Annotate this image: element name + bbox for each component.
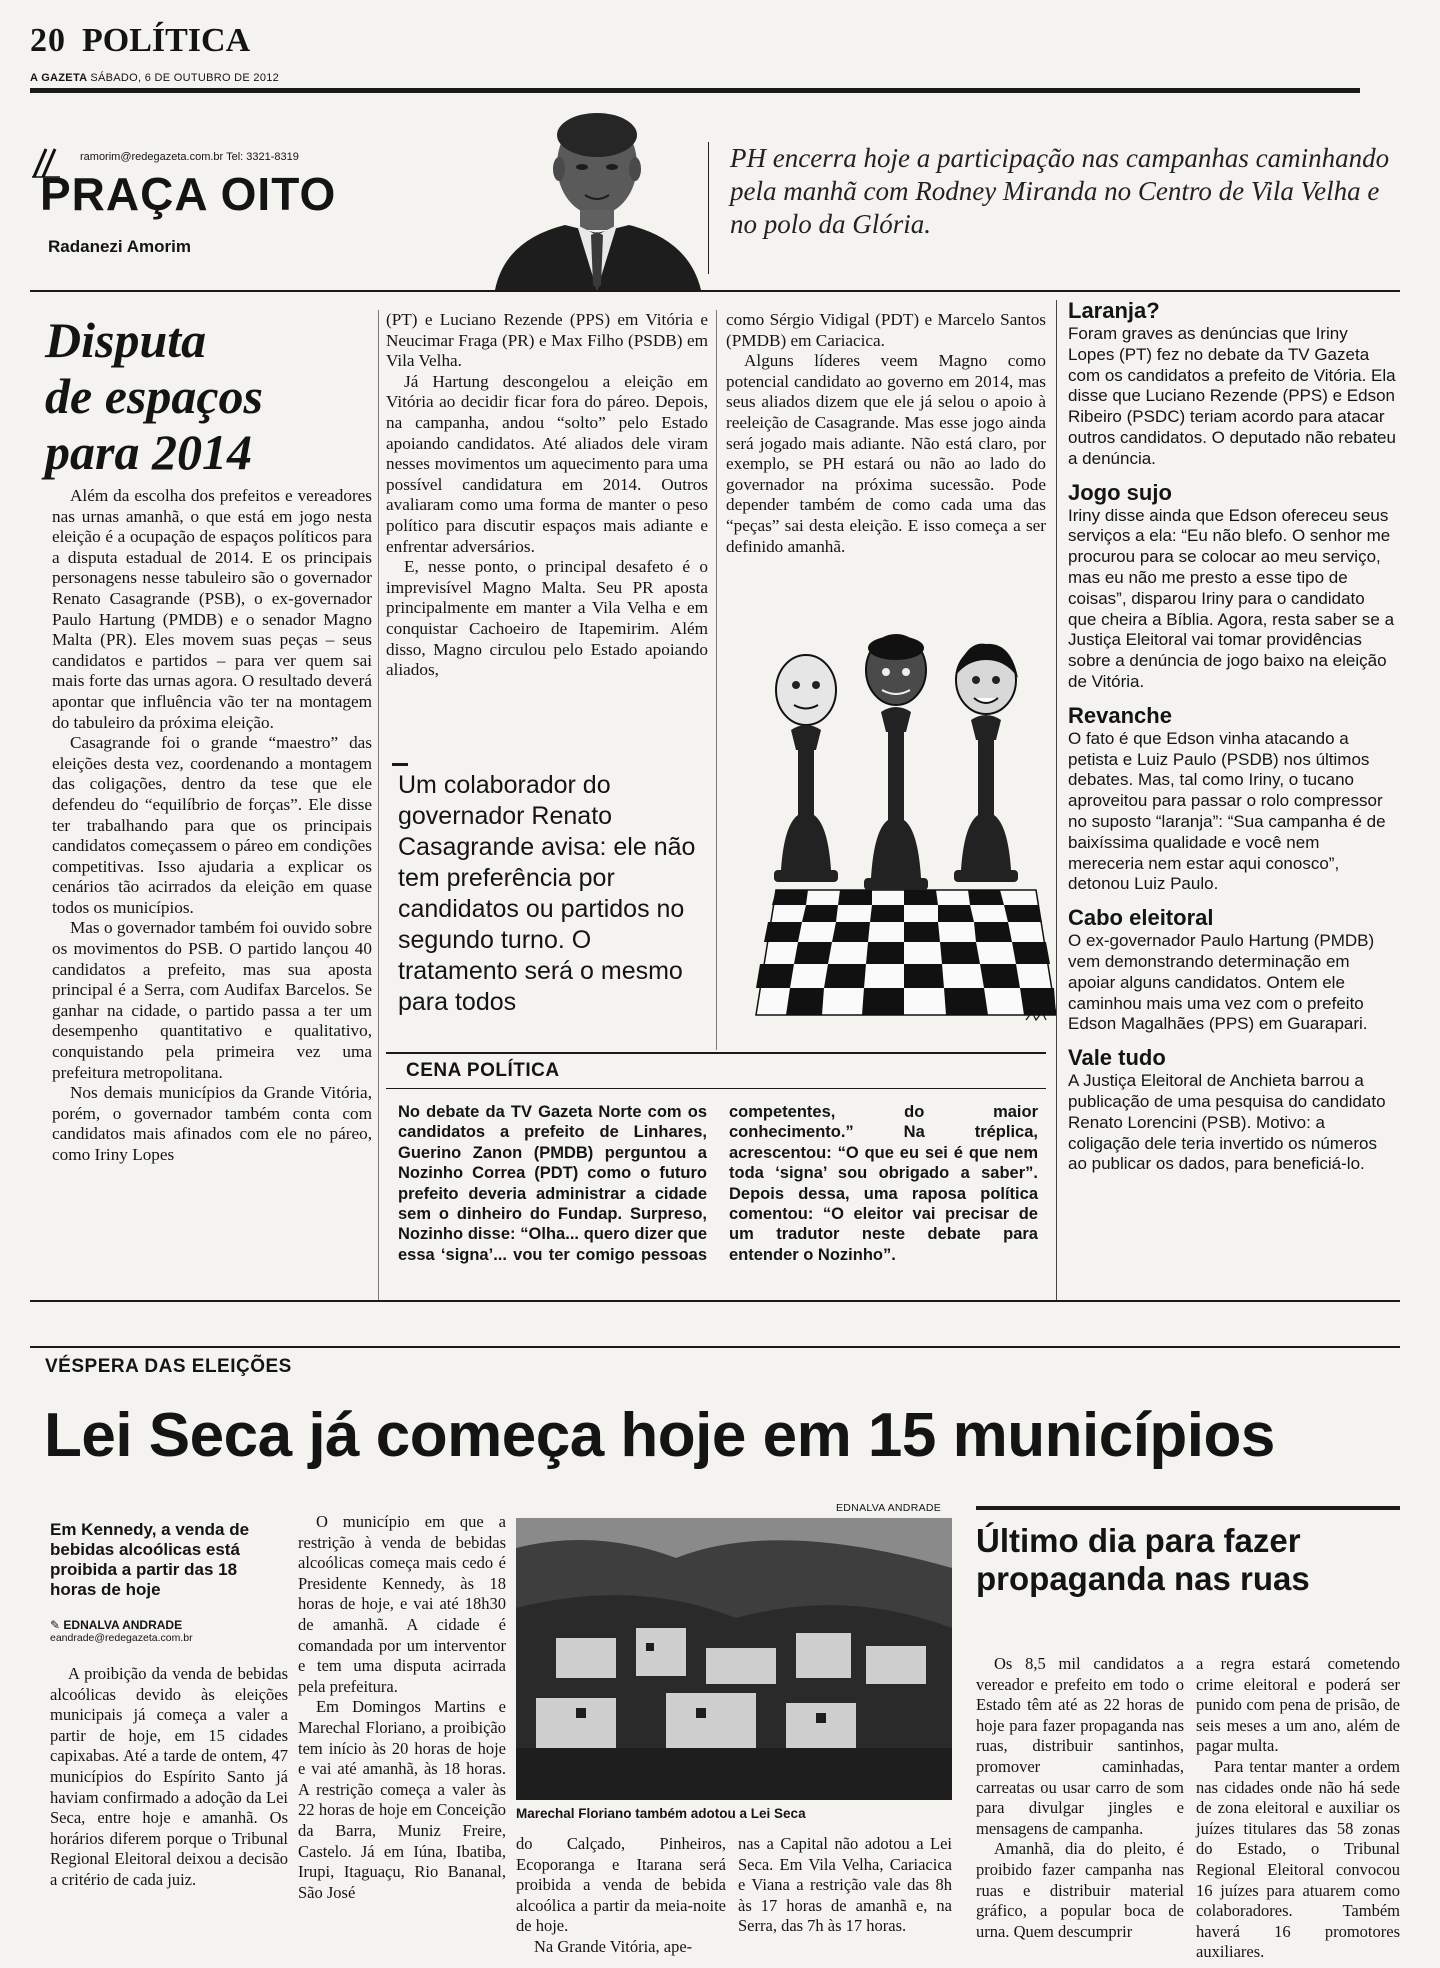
paragraph: O município em que a restrição à venda de bebidas alcoólicas começa mais cedo é Presidente Kennedy, às 18 horas de hoje, e vai até 18h30 de amanhã. A cidade é comandada por um interventor e tem uma disputa acirrada pela prefeitura.: [298, 1512, 506, 1696]
pull-quote: Um colaborador do governador Renato Casagrande avisa: ele não tem preferência por candidatos ou partidos no segundo turno. O tratamento será o mesmo para todos: [398, 771, 696, 1016]
note-title: Jogo sujo: [1068, 479, 1172, 505]
main-headline-line: Disputa: [45, 312, 207, 368]
pawn-center: [864, 635, 928, 890]
paragraph: (PT) e Luciano Rezende (PPS) em Vitória e Neucimar Fraga (PR) e Max Filho (PSDB) em Vila Velha.: [386, 310, 708, 371]
main-headline-line: de espaços: [45, 368, 263, 424]
pullquote-mark: [392, 763, 408, 766]
columnist-contact: ramorim@redegazeta.com.br Tel: 3321-8319: [80, 151, 299, 163]
page-header: [30, 20, 1420, 92]
paragraph: do Calçado, Pinheiros, Ecoporanga e Itarana será proibida a venda de bebida alcoólica a partir da meia-noite de hoje.: [516, 1834, 726, 1936]
masthead-bottom-rule: [30, 290, 1400, 292]
main-story-column-2: [386, 310, 708, 681]
paragraph: E, nesse ponto, o principal desafeto é o imprevisível Magno Malta. Seu PR aposta principalmente em manter a Vila Velha e em conquistar Cachoeiro de Itapemirim. Além disso, Magno circulou pelo Estado apoiando aliados,: [386, 557, 708, 680]
paragraph: Os 8,5 mil candidatos a vereador e prefeito em todo o Estado têm até as 22 horas de hoje para fazer propaganda nas ruas, distribuir santinhos, promover caminhadas, carreatas ou usar carro de som para divulgar jingles e mensagens de campanha.: [976, 1654, 1184, 1838]
main-story-column-3: [726, 310, 1046, 557]
note-cabo-eleitoral: [1068, 905, 1396, 1035]
columnist-photo: [465, 75, 725, 290]
note-title: Cabo eleitoral: [1068, 905, 1214, 931]
lei-seca-column-2: [298, 1512, 506, 1903]
note-text: O fato é que Edson vinha atacando a petista e Luiz Paulo (PSDB) nos últimos debates. Mas, tal como Iriny, o tucano aproveitou para passar o rolo compressor no suposto “laranja”: “Sua campanha é de baixíssima qualidade e você nem mereceria nem estar aqui conosco”, detonou Luiz Paulo.: [1068, 728, 1386, 894]
sidebar-divider: [1056, 300, 1057, 1300]
story-kicker: VÉSPERA DAS ELEIÇÕES: [45, 1356, 292, 1377]
note-text: Foram graves as denúncias que Iriny Lopes (PT) fez no debate da TV Gazeta com os candidatos a prefeito de Vitória. Ela disse que Luciano Rezende (PPS) e Edson Ribeiro (PSDC) teriam acordo para atacar outros candidatos. O deputado não rebateu a denúncia.: [1068, 324, 1396, 468]
note-jogo-sujo: [1068, 480, 1396, 693]
pawn-right: [954, 644, 1018, 882]
note-revanche: [1068, 703, 1396, 895]
note-text: A Justiça Eleitoral de Anchieta barrou a publicação de uma pesquisa do candidato Renato Lorencini (PSB). Motivo: a coligação dele teria invertido os números ao publicar os dados, para beneficiá-lo.: [1068, 1071, 1386, 1174]
lei-seca-column-1: [50, 1664, 288, 1891]
note-vale-tudo: [1068, 1045, 1396, 1175]
paragraph: como Sérgio Vidigal (PDT) e Marcelo Santos (PMDB) em Cariacica.: [726, 310, 1046, 350]
chess-caricature-illustration: [736, 620, 1056, 1040]
section-separator: [30, 1346, 1400, 1348]
lei-seca-column-4: [738, 1834, 952, 1937]
cena-top-rule: [386, 1052, 1046, 1054]
note-text: Iriny disse ainda que Edson ofereceu seus serviços a ela: “Eu não blefo. O senhor me procurou para se colocar ao meu serviço, mas eu não me presto a esse tipo de coisas”, disparou Iriny para o candidato que cheira a Bíblia. Agora, resta saber se a Justiça Eleitoral vai tomar providências sobre a denúncia de jogo baixo na eleição de Vitória.: [1068, 505, 1395, 691]
note-laranja: [1068, 298, 1396, 470]
byline-email: eandrade@redegazeta.com.br: [50, 1632, 193, 1644]
ultimo-dia-top-rule: [976, 1506, 1400, 1510]
paragraph: Na Grande Vitória, ape-: [534, 1936, 693, 1956]
paragraph: Já Hartung descongelou a eleição em Vitória ao decidir ficar fora do páreo. Depois, na campanha, andou “solto” pelo Estado apoiando candidatos. Até aliados dele viram nesses movimentos um aquecimento para uma possível candidatura em 2014. Outros avaliaram como uma forma de manter o peso político para discutir espaços mais adiante e enfrentar adversários.: [386, 371, 708, 556]
paragraph: nas a Capital não adotou a Lei Seca. Em Vila Velha, Cariacica e Viana a restrição vale das 8h às 17 horas de amanhã e, na Serra, das 7h às 17 horas.: [738, 1834, 952, 1936]
cena-politica-text: No debate da TV Gazeta Norte com os candidatos a prefeito de Linhares, Guerino Zanon (PMDB) perguntou a Nozinho Correa (PDT) como o futuro prefeito deveria administrar a cidade sem o dinheiro do Fundap. Surpreso, Nozinho disse: “Olha... quero dizer que essa ‘signa’... vou ter comigo pessoas competentes, do maior conhecimento.” Na tréplica, acrescentou: “O que eu sei é que nem toda ‘signa’ sou obrigado a saber”. Depois dessa, uma raposa política comentou: “O eleitor vai precisar de um tradutor neste debate para entender o Nozinho”.: [398, 1103, 1038, 1264]
paragraph: Além da escolha dos prefeitos e vereadores nas urnas amanhã, o que está em jogo nesta eleição é a ocupação de espaços políticos para a disputa estadual de 2014. E os principais personagens nesse tabuleiro são o governador Renato Casagrande (PSB), o ex-governador Paulo Hartung (PMDB) e o senador Magno Malta (PR). Eles movem suas peças – seus candidatos e partidos – para ver quem sai mais forte das urnas agora. O resultado deverá apontar que influência vão ter na montagem do tabuleiro da próxima eleição.: [52, 486, 372, 732]
publication-name: A GAZETA: [30, 72, 87, 84]
paragraph: A proibição da venda de bebidas alcoólicas devido às eleições municipais já começa a valer a partir de hoje, em 15 cidades capixabas. Até a tarde de ontem, 47 municípios do Espírito Santo já haviam confirmado a adoção da Lei Seca, entre hoje e amanhã. Os horários diferem porque o Tribunal Regional Eleitoral deixou a decisão a critério de cada juiz.: [50, 1664, 288, 1889]
pawn-left: [774, 655, 838, 882]
lei-seca-column-3: [516, 1834, 726, 1958]
chessboard: [756, 890, 1056, 1015]
byline-name: EDNALVA ANDRADE: [63, 1618, 183, 1632]
paragraph: Alguns líderes veem Magno como potencial candidato ao governo em 2014, mas seus aliados dizem que ele já selou o apoio à reeleição de Casagrande. Mas esse jogo ainda será jogado mais adiante. Não está claro, por exemplo, se PH estará ou não ao lado do governador na próxima sucessão. Pode depender também de como cada uma das “peças” sai desta eleição. E isso começa a ser definido amanhã.: [726, 351, 1046, 556]
byline-pen-icon: ✎: [50, 1618, 61, 1632]
marechal-floriano-photo: [516, 1518, 952, 1800]
column-divider: [716, 310, 717, 1050]
ultimo-dia-column-2: [1196, 1654, 1400, 1963]
column-divider: [378, 310, 379, 1300]
sidebar-notes: [1068, 298, 1396, 1175]
edition-date: SÁBADO, 6 DE OUTUBRO DE 2012: [90, 72, 280, 84]
cena-title-rule: [386, 1088, 1046, 1089]
columnist-name: Radanezi Amorim: [48, 237, 191, 256]
lei-seca-byline: [50, 1618, 290, 1644]
column-name: PRAÇA OITO: [40, 168, 337, 220]
section-title: POLÍTICA: [82, 22, 251, 59]
lei-seca-headline: Lei Seca já começa hoje em 15 municípios: [44, 1401, 1275, 1470]
note-title: Laranja?: [1068, 298, 1160, 323]
note-title: Vale tudo: [1068, 1045, 1166, 1071]
paragraph: Casagrande foi o grande “maestro” das eleições desta vez, coordenando a montagem das coligações, dentro da tese que ele defendeu do “equilíbrio de forças”. Ele disse ter trabalhando para que os principais candidatos começassem o páreo em condições competitivas. Isso ajudaria a explicar os cenários tão acirrados da eleição em quase todos os municípios.: [52, 733, 372, 917]
column-bottom-rule: [30, 1300, 1400, 1302]
column-teaser: PH encerra hoje a participação nas campanhas caminhando pela manhã com Rodney Miranda no Centro de Vila Velha e no polo da Glória.: [730, 143, 1390, 239]
main-headline: [45, 312, 345, 480]
paragraph: Nos demais municípios da Grande Vitória, porém, o governador também conta com candidatos mais afinados com ele no páreo, como Iriny Lopes: [52, 1083, 372, 1164]
paragraph: Amanhã, dia do pleito, é proibido fazer campanha nas ruas e distribuir material gráfico, a popular boca de urna. Quem descumprir: [976, 1839, 1184, 1941]
ultimo-dia-headline: Último dia para fazer propaganda nas ruas: [976, 1522, 1310, 1597]
teaser-divider: [708, 142, 709, 274]
paragraph: Mas o governador também foi ouvido sobre os movimentos do PSB. O partido lançou 40 candidatos a prefeito, mas sua aposta principal é a Serra, com Audifax Barcelos. Se ganhar na cidade, o partido passa a ter um desempenho quantitativo e qualitativo, conquistando pela primeira vez uma prefeitura metropolitana.: [52, 918, 372, 1082]
note-text: O ex-governador Paulo Hartung (PMDB) vem demonstrando determinação em apoiar alguns candidatos. Ontem ele caminhou mais uma vez com o prefeito Edson Magalhães (PPS) em Guarapari.: [1068, 931, 1375, 1034]
cena-politica-title: CENA POLÍTICA: [406, 1060, 560, 1081]
page-number: 20: [30, 22, 66, 59]
paragraph: Em Domingos Martins e Marechal Floriano, a proibição tem início às 20 horas de hoje e vai até amanhã, às 18 horas. A restrição começa a valer às 22 horas de hoje em Conceição da Barra, Muniz Freire, Castelo. Já em Iúna, Ibatiba, Irupi, Itaguaçu, Rio Bananal, São José: [298, 1697, 506, 1902]
main-story-column-1: [52, 486, 372, 1166]
main-headline-line: para 2014: [45, 424, 252, 480]
paragraph: Para tentar manter a ordem nas cidades onde não há sede de zona eleitoral e auxiliar os juízes titulares das 58 zonas do Estado, o Tribunal Regional Eleitoral convocou 16 juízes para atuarem como colaboradores. Também haverá 16 promotores auxiliares.: [1196, 1756, 1400, 1962]
ultimo-dia-column-1: [976, 1654, 1184, 1942]
lei-seca-deck: Em Kennedy, a venda de bebidas alcoólicas está proibida a partir das 18 horas de hoje: [50, 1520, 250, 1599]
photo-caption: Marechal Floriano também adotou a Lei Seca: [516, 1806, 806, 1821]
note-title: Revanche: [1068, 702, 1172, 728]
paragraph: a regra estará cometendo crime eleitoral e poderá ser punido com pena de prisão, de seis meses a um ano, além de pagar multa.: [1196, 1654, 1400, 1756]
dateline: [30, 72, 279, 84]
photo-credit: EDNALVA ANDRADE: [836, 1502, 942, 1514]
